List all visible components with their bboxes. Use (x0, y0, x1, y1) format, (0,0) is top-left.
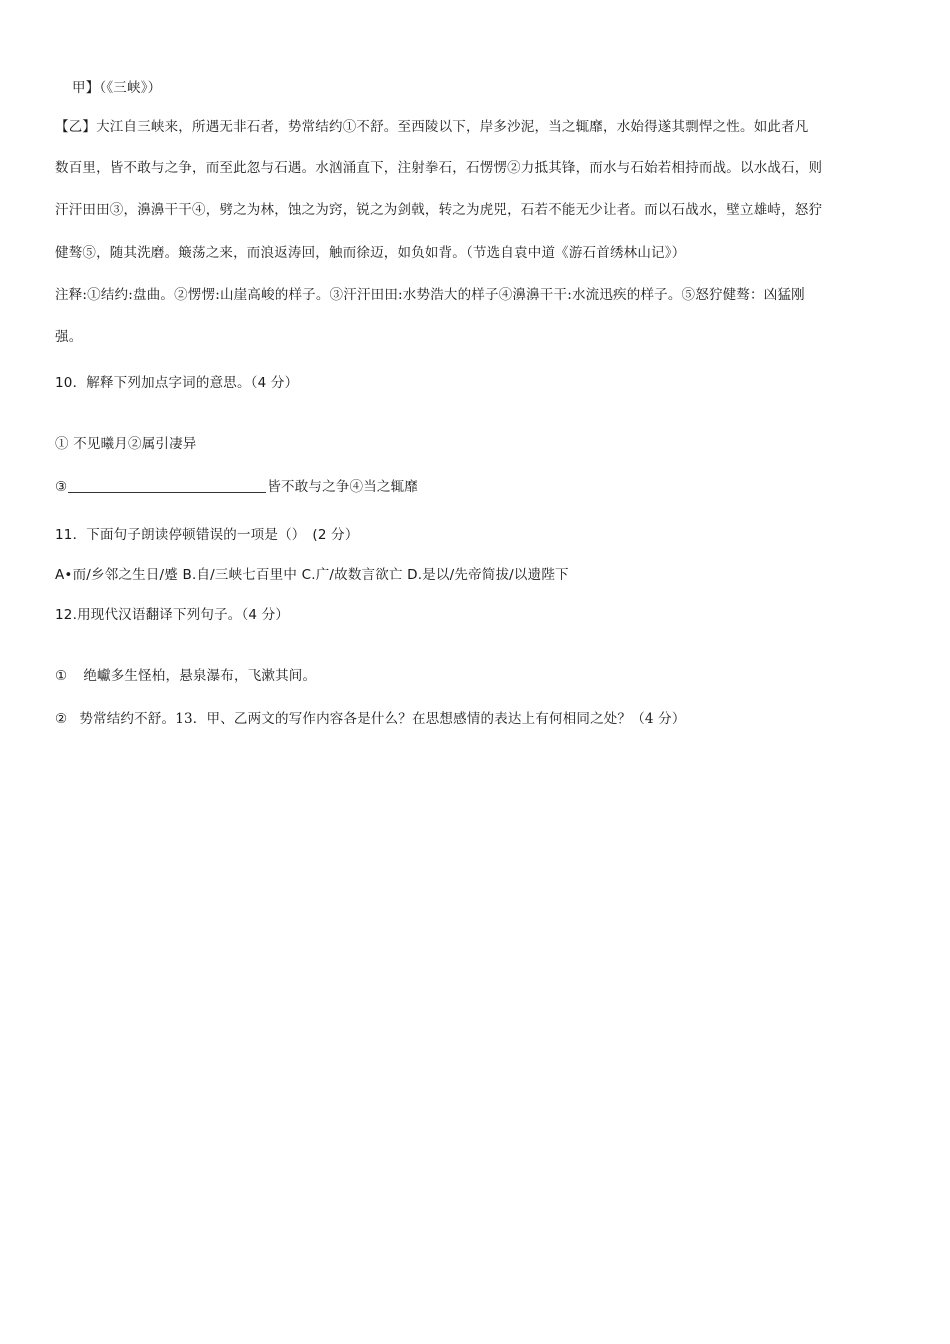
question-10: 10．解释下列加点字词的意思。（4 分） (55, 375, 299, 391)
question-11: 11．下面句子朗读停顿错误的一项是（） (2 分） (55, 527, 359, 543)
item-3-number: ③ (55, 479, 68, 495)
passage-yi-line-3: 汗汗田田③，濞濞干干④，劈之为林，蚀之为窍，锐之为剑戟，转之为虎兕，石若不能无少让者。而以石战水，壁立雄峙，怒狞 (55, 202, 823, 218)
question-12: 12.用现代汉语翻译下列句子。（4 分） (55, 607, 290, 623)
item-1-number: ① (55, 668, 68, 684)
question-10-items-a: ① 不见曦月②属引凄异 (55, 436, 197, 452)
annotation-line-1: 注释:①结约:盘曲。②愣愣:山崖高峻的样子。③汗汗田田:水势浩大的样子④濞濞干干:水流迅疾的样子。⑤怒狞健骜：凶猛刚 (55, 287, 805, 303)
item-3-4-text: 皆不敢与之争④当之辄靡 (267, 479, 419, 495)
item-1-text: 绝巘多生怪柏，悬泉瀑布，飞漱其间。 (83, 668, 317, 684)
annotation-line-2: 强。 (55, 329, 83, 345)
passage-yi-line-2: 数百里，皆不敢与之争，而至此忽与石遇。水汹涌直下，注射拳石，石愣愣②力抵其锋，而水与石始若相持而战。以水战石，则 (55, 160, 823, 176)
item-2-text: 势常结约不舒。13．甲、乙两文的写作内容各是什么？在思想感情的表达上有何相同之处？（4 分） (79, 711, 686, 727)
question-12-item-1 (55, 666, 900, 686)
passage-yi-line-4: 健骜⑤，随其洗磨。簸荡之来，而浪返涛回，触而徐迈，如负如背。（节选自袁中道《游石首绣林山记》） (55, 245, 686, 261)
passage-yi-line-1: 【乙】大江自三峡来，所遇无非石者，势常结约①不舒。至西陵以下，岸多沙泥，当之辄靡，水始得遂其剽悍之性。如此者凡 (55, 119, 809, 135)
passage-jia-source: 甲】（《三峡》） (72, 80, 162, 96)
question-11-options: A•而/乡邻之生日/蹙 B.自/三峡七百里中 C.广/故数言欲亡 D.是以/先帝简拔/以遗陛下 (55, 567, 569, 583)
answer-blank[interactable] (68, 478, 266, 493)
question-12-item-2 (55, 709, 900, 729)
question-10-items-b (55, 477, 900, 497)
item-2-number: ② (55, 711, 68, 727)
